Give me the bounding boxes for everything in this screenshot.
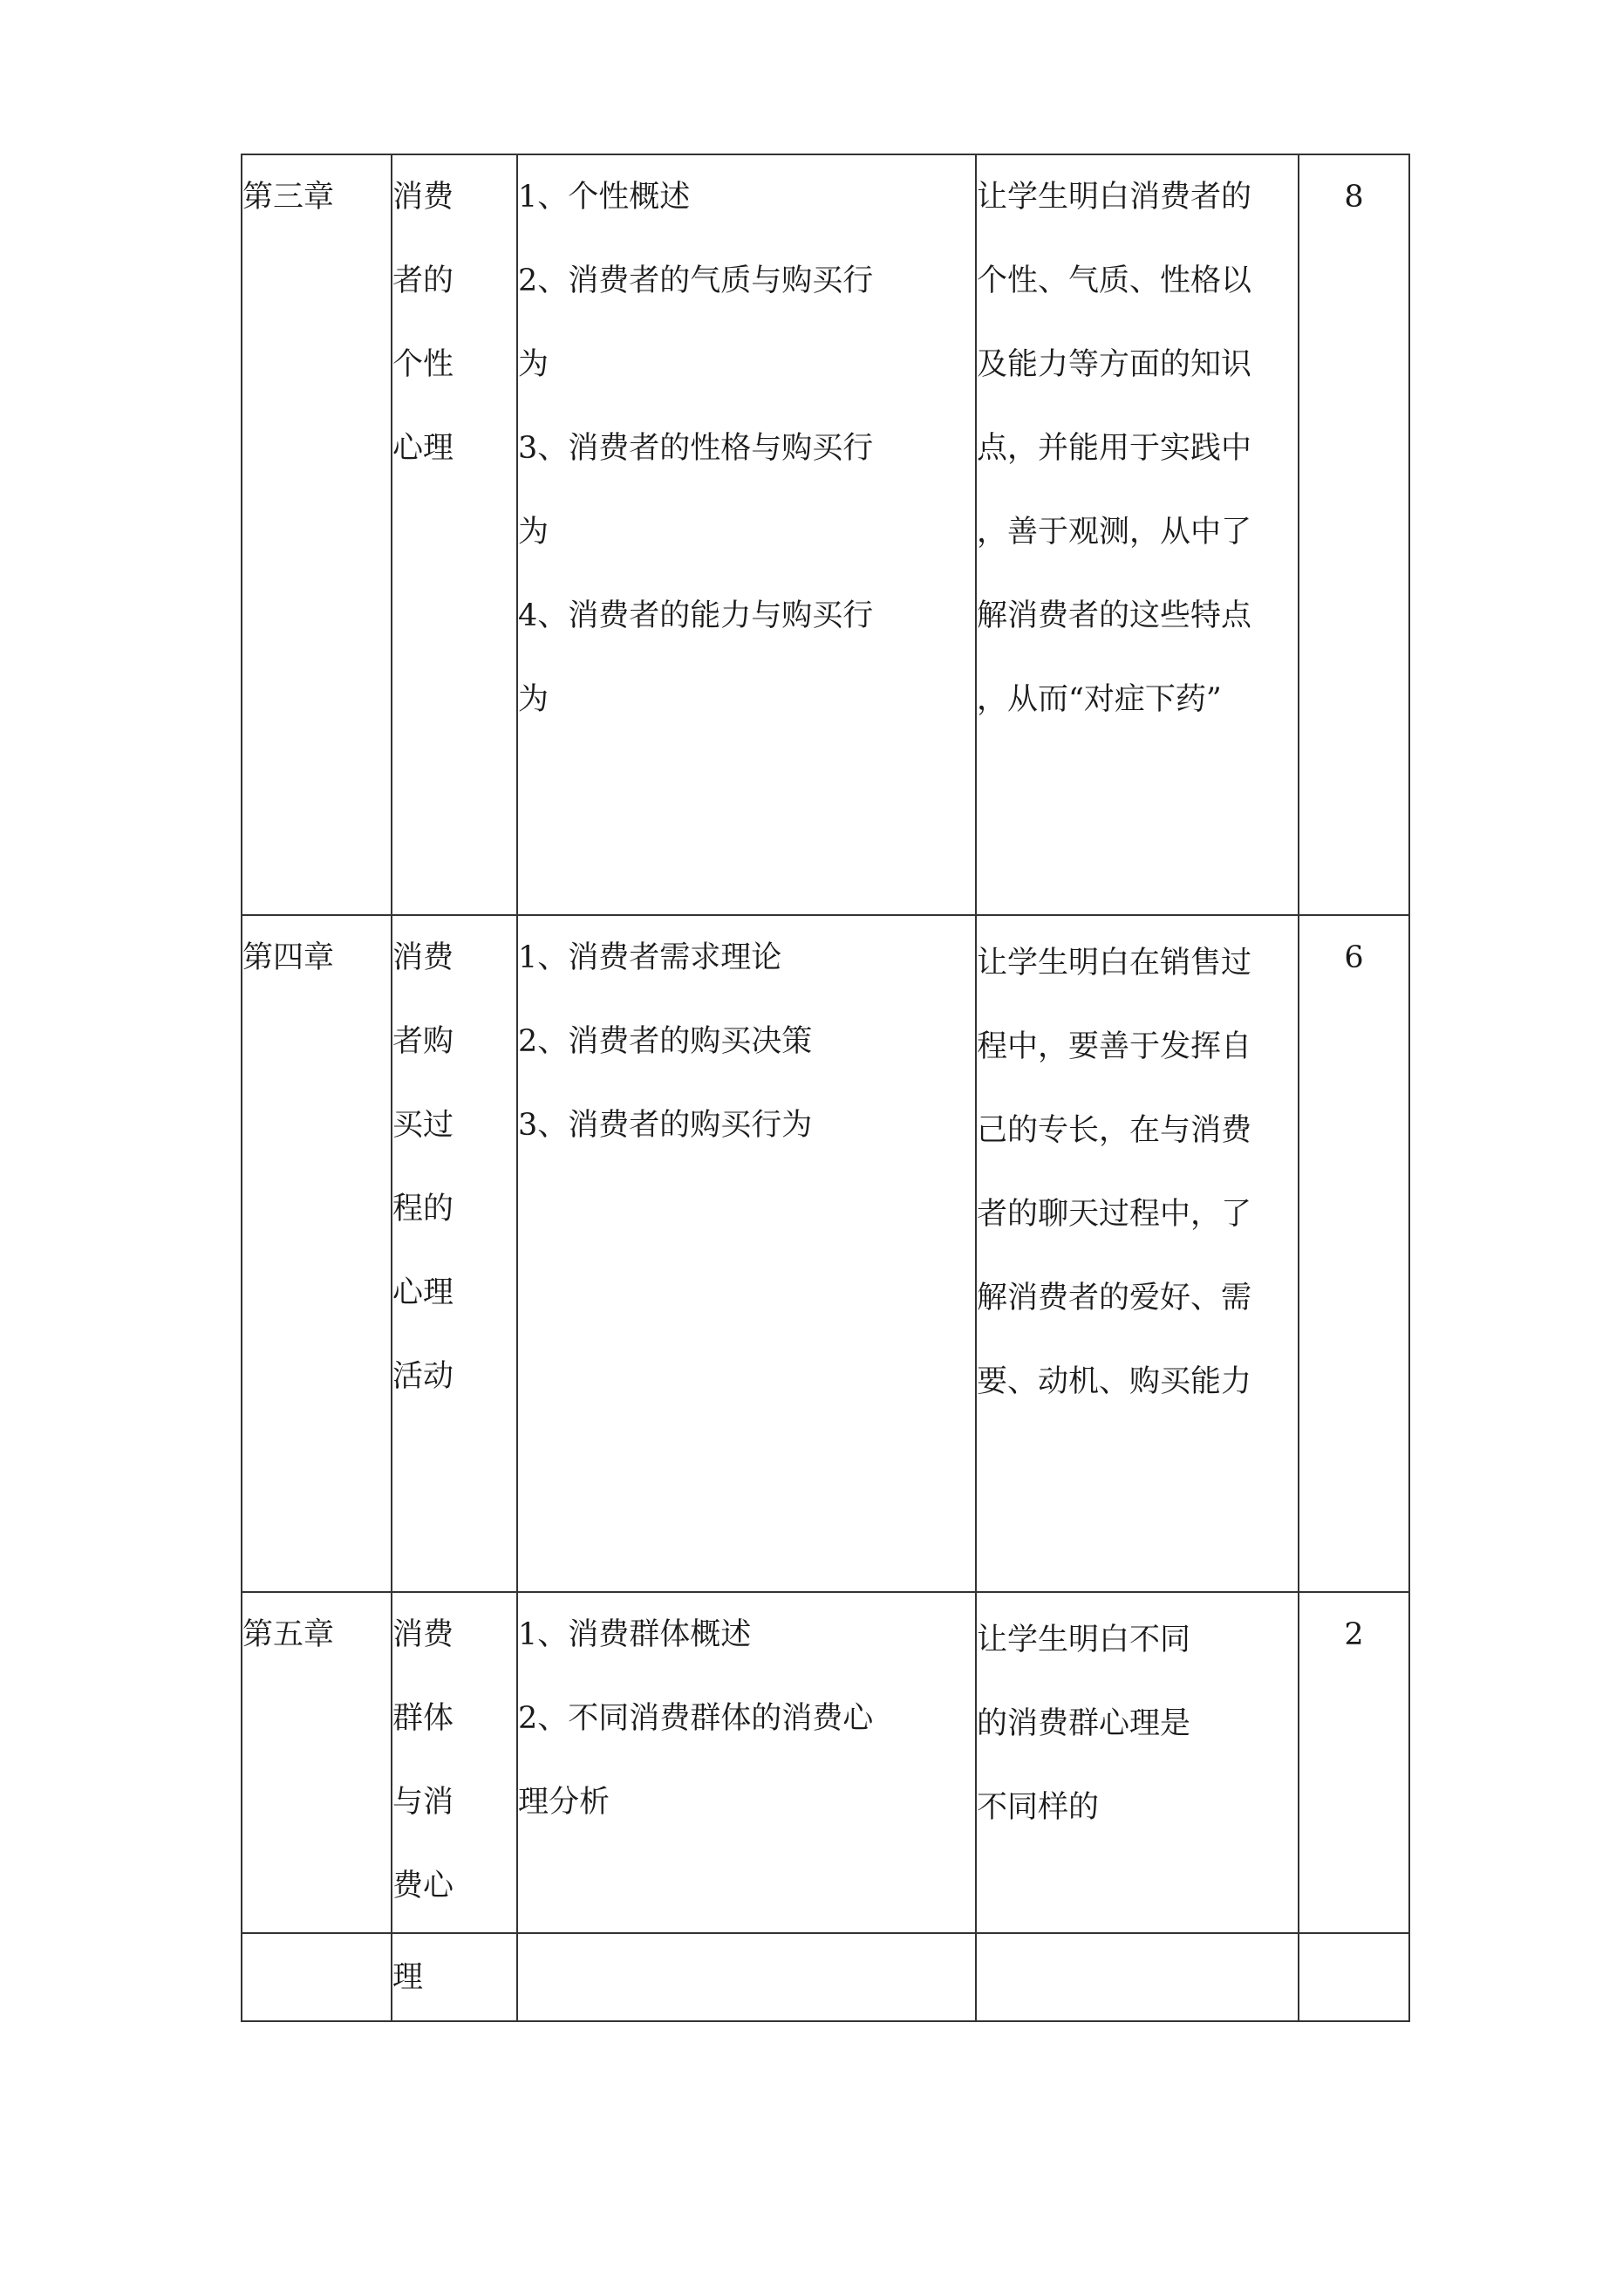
topic-line: 理 <box>392 1959 424 1995</box>
chapter-cell: 第五章 <box>242 1592 392 1933</box>
table-row <box>242 1592 1409 1933</box>
content-cell <box>517 1592 976 1933</box>
topic-line: 心理 <box>392 1275 454 1310</box>
topic-line: 个性 <box>392 347 454 382</box>
hours-cell: 8 <box>1299 154 1409 915</box>
goal-line: 己的专长，在与消费 <box>977 1113 1252 1148</box>
content-line: 为 <box>518 682 549 717</box>
topic-line: 消费 <box>392 180 454 215</box>
topic-cell <box>392 1592 517 1933</box>
content-line: 2、不同消费群体的消费心 <box>518 1701 874 1736</box>
hours-cell: 6 <box>1299 915 1409 1592</box>
goal-cell <box>976 1592 1299 1933</box>
goal-line: 解消费者的爱好、需 <box>977 1281 1252 1315</box>
content-line: 1、消费者需求理论 <box>518 940 782 975</box>
topic-line: 群体 <box>392 1701 454 1736</box>
table-row <box>242 915 1409 1592</box>
goal-line: ，从而“对症下药” <box>977 682 1222 717</box>
topic-cell <box>392 915 517 1592</box>
topic-cell <box>392 1933 517 2021</box>
content-cell <box>517 154 976 915</box>
topic-line: 与消 <box>392 1785 454 1820</box>
goal-cell <box>976 154 1299 915</box>
content-line: 3、消费者的购买行为 <box>518 1108 813 1143</box>
goal-line: 的消费群心理是 <box>977 1706 1191 1741</box>
hours-cell: 2 <box>1299 1592 1409 1933</box>
topic-line: 活动 <box>392 1359 454 1394</box>
table-row <box>242 1933 1409 2021</box>
goal-line: 让学生明白消费者的 <box>977 180 1252 215</box>
goal-line: 解消费者的这些特点 <box>977 598 1252 633</box>
content-line: 2、消费者的购买决策 <box>518 1024 813 1059</box>
goal-line: 点，并能用于实践中 <box>977 431 1252 466</box>
topic-line: 消费 <box>392 1617 454 1652</box>
topic-line: 买过 <box>392 1108 454 1143</box>
goal-line: 不同样的 <box>977 1790 1100 1825</box>
chapter-cell: 第三章 <box>242 154 392 915</box>
goal-line: 让学生明白不同 <box>977 1623 1191 1657</box>
content-line: 4、消费者的能力与购买行 <box>518 598 874 633</box>
topic-line: 者的 <box>392 263 454 298</box>
table-row <box>242 154 1409 915</box>
content-line: 3、消费者的性格与购买行 <box>518 431 874 466</box>
goal-line: 要、动机、购买能力 <box>977 1364 1252 1399</box>
topic-line: 费心 <box>392 1869 454 1903</box>
content-cell <box>517 915 976 1592</box>
topic-line: 者购 <box>392 1024 454 1059</box>
chapter-cell: 第四章 <box>242 915 392 1592</box>
hours-cell <box>1299 1933 1409 2021</box>
goal-cell <box>976 1933 1299 2021</box>
syllabus-table <box>241 154 1410 2022</box>
content-line: 为 <box>518 515 549 550</box>
content-line: 2、消费者的气质与购买行 <box>518 263 874 298</box>
content-line: 1、消费群体概述 <box>518 1617 752 1652</box>
goal-cell <box>976 915 1299 1592</box>
topic-line: 消费 <box>392 940 454 975</box>
goal-line: 者的聊天过程中，了 <box>977 1197 1252 1232</box>
content-line: 为 <box>518 347 549 382</box>
chapter-cell <box>242 1933 392 2021</box>
goal-line: 个性、气质、性格以 <box>977 263 1252 298</box>
topic-cell <box>392 154 517 915</box>
topic-line: 心理 <box>392 431 454 466</box>
goal-line: 及能力等方面的知识 <box>977 347 1252 382</box>
content-line: 1、个性概述 <box>518 180 691 215</box>
content-line: 理分析 <box>518 1785 610 1820</box>
content-cell <box>517 1933 976 2021</box>
goal-line: ，善于观测，从中了 <box>977 515 1252 550</box>
goal-line: 让学生明白在销售过 <box>977 946 1252 981</box>
topic-line: 程的 <box>392 1192 454 1227</box>
goal-line: 程中，要善于发挥自 <box>977 1029 1252 1064</box>
